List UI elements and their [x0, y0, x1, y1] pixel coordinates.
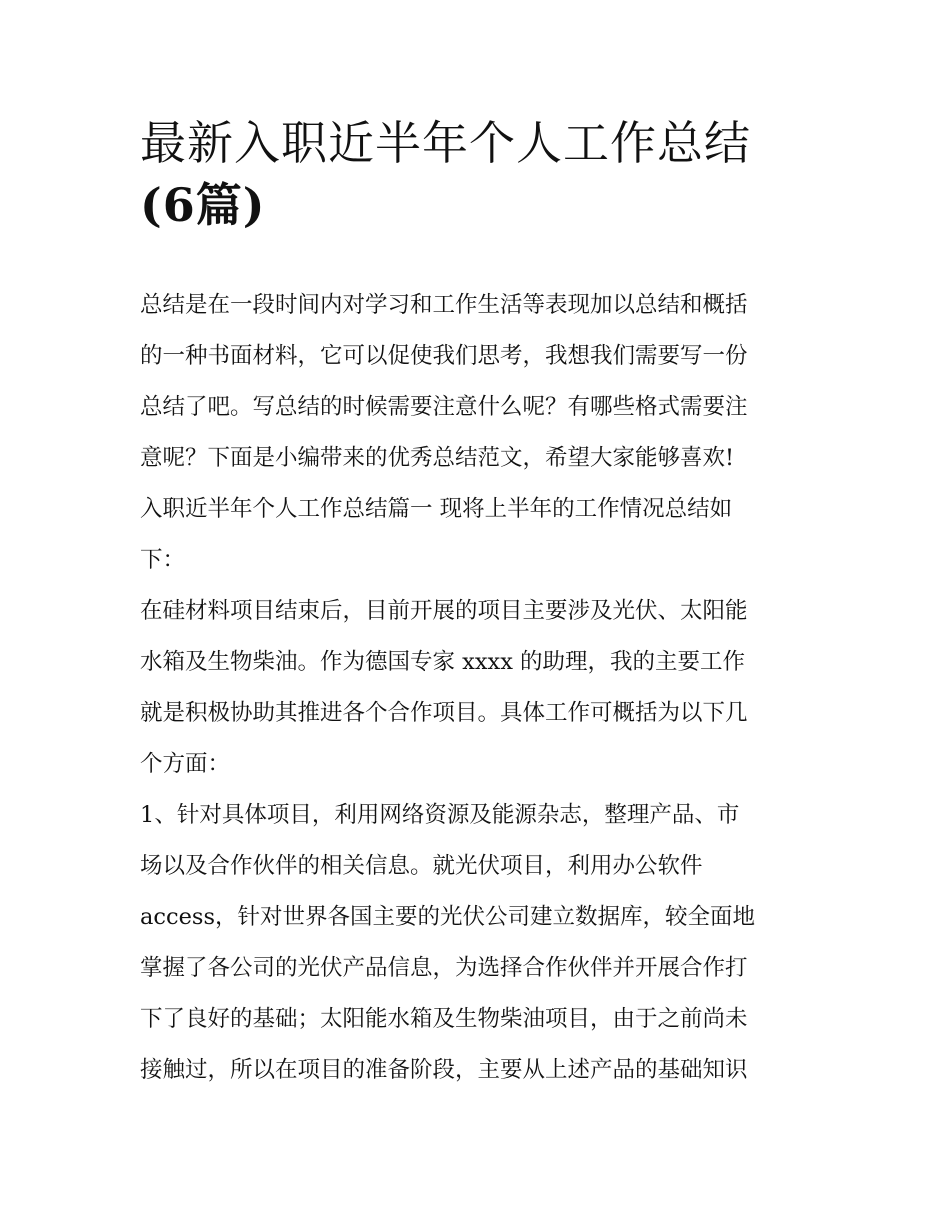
title-line-2: (6篇) [140, 178, 266, 232]
body-line: 在硅材料项目结束后，目前开展的项目主要涉及光伏、太阳能 [140, 598, 748, 624]
body-line: 场以及合作伙伴的相关信息。就光伏项目，利用办公软件 [140, 853, 703, 879]
body-line: 意呢？下面是小编带来的优秀总结范文，希望大家能够喜欢! [140, 445, 735, 471]
document-body [140, 280, 830, 1096]
body-line: 下了良好的基础；太阳能水箱及生物柴油项目，由于之前尚未 [140, 1006, 748, 1032]
body-line: 水箱及生物柴油。作为德国专家 xxxx 的助理，我的主要工作 [140, 649, 746, 675]
body-line: 接触过，所以在项目的准备阶段，主要从上述产品的基础知识 [140, 1057, 748, 1083]
body-line: 总结了吧。写总结的时候需要注意什么呢？有哪些格式需要注 [140, 394, 748, 420]
title-line-1: 最新入职近半年个人工作总结 [140, 116, 751, 170]
document-title [140, 112, 830, 236]
body-line: access，针对世界各国主要的光伏公司建立数据库，较全面地 [140, 904, 756, 930]
body-line: 的一种书面材料，它可以促使我们思考，我想我们需要写一份 [140, 343, 748, 369]
body-line: 1、针对具体项目，利用网络资源及能源杂志，整理产品、市 [140, 802, 740, 828]
body-line: 下： [140, 547, 186, 573]
body-line: 掌握了各公司的光伏产品信息，为选择合作伙伴并开展合作打 [140, 955, 748, 981]
body-line: 总结是在一段时间内对学习和工作生活等表现加以总结和概括 [140, 292, 748, 318]
body-line: 入职近半年个人工作总结篇一 现将上半年的工作情况总结如 [140, 496, 733, 522]
body-line: 个方面： [140, 751, 231, 777]
body-line: 就是积极协助其推进各个合作项目。具体工作可概括为以下几 [140, 700, 748, 726]
